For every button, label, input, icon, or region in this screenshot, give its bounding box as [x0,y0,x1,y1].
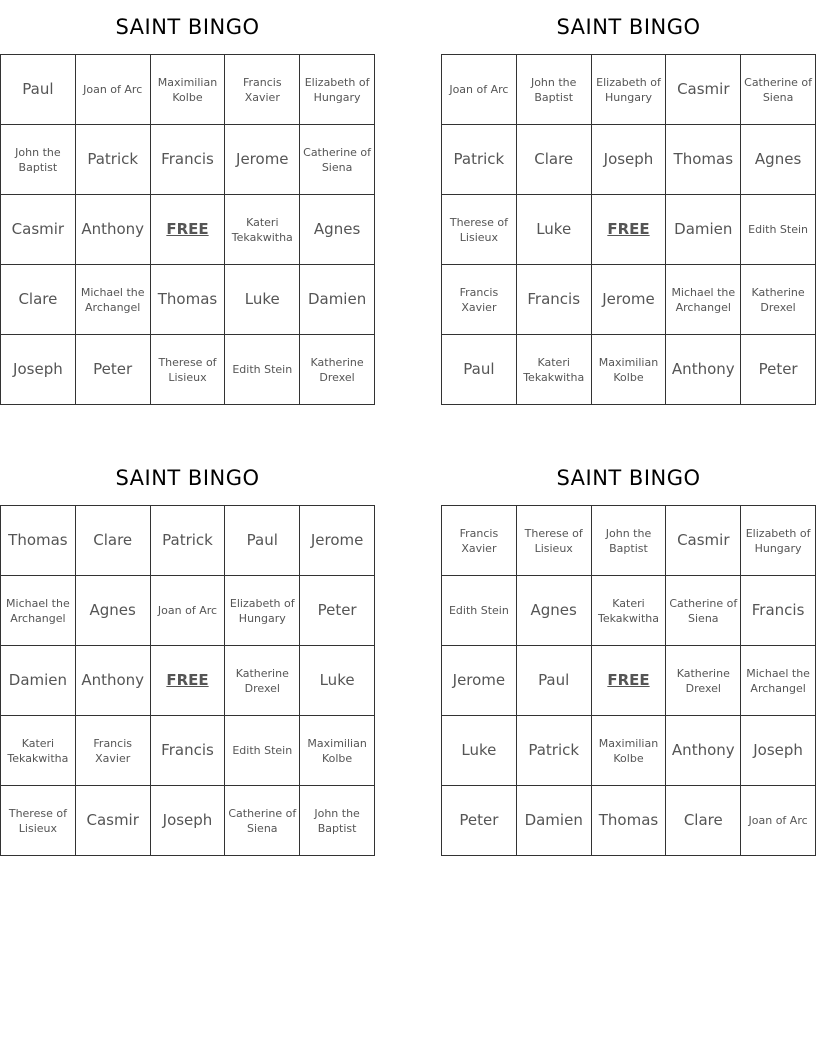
bingo-cell: Joan of Arc [151,576,226,646]
bingo-card [0,451,375,856]
card-title: SAINT BINGO [556,15,701,39]
bingo-grid [0,54,375,405]
bingo-cell: Anthony [76,195,151,265]
bingo-cell: Casmir [76,786,151,856]
bingo-cell: Elizabeth of Hungary [300,55,375,125]
bingo-cell: Patrick [151,506,226,576]
bingo-cell: Michael the Archangel [1,576,76,646]
bingo-cell: Peter [741,335,816,405]
bingo-cell: Casmir [666,55,741,125]
bingo-cell: Joseph [741,716,816,786]
bingo-cell: Paul [1,55,76,125]
bingo-cell: Joseph [151,786,226,856]
bingo-cell: Michael the Archangel [666,265,741,335]
bingo-cell: Joan of Arc [442,55,517,125]
bingo-cell: Maximilian Kolbe [300,716,375,786]
bingo-cell: Catherine of Siena [741,55,816,125]
bingo-cell: Kateri Tekakwitha [517,335,592,405]
free-space: FREE [592,195,667,265]
bingo-cell: Clare [666,786,741,856]
bingo-cell: Therese of Lisieux [151,335,226,405]
bingo-cell: Joan of Arc [741,786,816,856]
bingo-cell: John the Baptist [1,125,76,195]
bingo-cell: Agnes [300,195,375,265]
card-title: SAINT BINGO [556,466,701,490]
bingo-card [441,451,816,856]
card-title: SAINT BINGO [115,466,260,490]
bingo-cell: Thomas [1,506,76,576]
bingo-cell: Luke [442,716,517,786]
bingo-cell: Francis Xavier [442,506,517,576]
bingo-cell: Paul [517,646,592,716]
bingo-cell: Luke [225,265,300,335]
bingo-cell: Patrick [76,125,151,195]
bingo-cell: Clare [517,125,592,195]
bingo-cell: Damien [666,195,741,265]
bingo-cell: Casmir [1,195,76,265]
bingo-cell: Paul [225,506,300,576]
bingo-cell: Maximilian Kolbe [592,335,667,405]
bingo-cell: Patrick [442,125,517,195]
bingo-grid [0,505,375,856]
bingo-cell: Edith Stein [225,335,300,405]
bingo-cell: Damien [1,646,76,716]
card-title: SAINT BINGO [115,15,260,39]
bingo-cell: Jerome [592,265,667,335]
bingo-cell: Clare [1,265,76,335]
bingo-cell: Casmir [666,506,741,576]
bingo-cell: Elizabeth of Hungary [592,55,667,125]
bingo-grid [441,54,816,405]
bingo-cell: Anthony [666,335,741,405]
bingo-cell: Francis Xavier [76,716,151,786]
free-space: FREE [151,646,226,716]
bingo-cell: Katherine Drexel [741,265,816,335]
bingo-cell: Kateri Tekakwitha [592,576,667,646]
bingo-cell: Elizabeth of Hungary [225,576,300,646]
bingo-cell: Therese of Lisieux [442,195,517,265]
bingo-cell: Michael the Archangel [76,265,151,335]
bingo-cell: Francis [151,716,226,786]
bingo-cell: Edith Stein [442,576,517,646]
bingo-card [441,0,816,405]
bingo-cell: Jerome [300,506,375,576]
bingo-cell: John the Baptist [300,786,375,856]
bingo-cell: Edith Stein [741,195,816,265]
bingo-cell: Peter [76,335,151,405]
bingo-cell: Thomas [151,265,226,335]
bingo-cell: Kateri Tekakwitha [225,195,300,265]
bingo-cell: Michael the Archangel [741,646,816,716]
bingo-cell: Thomas [592,786,667,856]
bingo-cell: Anthony [666,716,741,786]
bingo-cell: Katherine Drexel [300,335,375,405]
bingo-cell: Patrick [517,716,592,786]
bingo-cell: Joan of Arc [76,55,151,125]
bingo-card [0,0,375,405]
bingo-cell: Anthony [76,646,151,716]
bingo-cell: Joseph [1,335,76,405]
bingo-cell: Catherine of Siena [666,576,741,646]
bingo-cell: Thomas [666,125,741,195]
bingo-cell: Maximilian Kolbe [151,55,226,125]
bingo-cell: Jerome [442,646,517,716]
bingo-cell: Damien [300,265,375,335]
bingo-cell: Francis Xavier [225,55,300,125]
bingo-grid [441,505,816,856]
bingo-cell: Peter [300,576,375,646]
free-space: FREE [151,195,226,265]
bingo-cell: Joseph [592,125,667,195]
bingo-cell: Edith Stein [225,716,300,786]
bingo-cell: Catherine of Siena [225,786,300,856]
bingo-cell: Catherine of Siena [300,125,375,195]
bingo-cell: Clare [76,506,151,576]
bingo-cell: Agnes [76,576,151,646]
bingo-cell: Elizabeth of Hungary [741,506,816,576]
bingo-cell: Peter [442,786,517,856]
bingo-cell: Katherine Drexel [666,646,741,716]
bingo-cell: Luke [300,646,375,716]
bingo-cell: Jerome [225,125,300,195]
bingo-cell: Therese of Lisieux [1,786,76,856]
bingo-cell: Katherine Drexel [225,646,300,716]
bingo-cell: John the Baptist [592,506,667,576]
free-space: FREE [592,646,667,716]
bingo-cell: Damien [517,786,592,856]
bingo-cell: Agnes [517,576,592,646]
bingo-cell: Kateri Tekakwitha [1,716,76,786]
bingo-cell: Francis [151,125,226,195]
bingo-cell: Therese of Lisieux [517,506,592,576]
bingo-cell: Agnes [741,125,816,195]
bingo-cell: Luke [517,195,592,265]
bingo-cell: John the Baptist [517,55,592,125]
bingo-cell: Francis Xavier [442,265,517,335]
bingo-cell: Francis [741,576,816,646]
bingo-cell: Francis [517,265,592,335]
bingo-cell: Maximilian Kolbe [592,716,667,786]
bingo-cell: Paul [442,335,517,405]
